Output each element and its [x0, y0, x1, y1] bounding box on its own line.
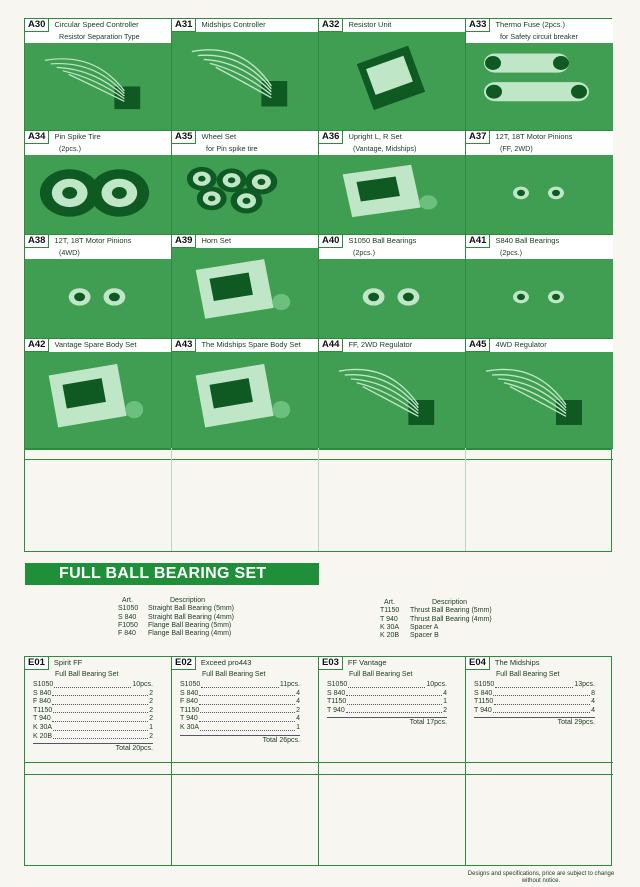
set-item-qty: 13pcs.	[574, 681, 595, 688]
product-code: A37	[466, 131, 490, 144]
product-subtitle: for Safety circuit breaker	[500, 32, 578, 41]
set-item-row	[33, 707, 153, 716]
set-item-row	[474, 690, 595, 699]
leader-dots	[199, 715, 295, 722]
set-item-qty: 4	[443, 689, 447, 697]
set-subtitle: Full Ball Bearing Set	[55, 671, 119, 678]
leader-dots	[495, 681, 573, 688]
section-title: FULL BALL BEARING SET	[25, 563, 319, 585]
leader-dots	[493, 707, 590, 714]
set-item-qty: 1	[443, 698, 447, 706]
set-item-art: K 30A	[33, 723, 53, 731]
leader-dots	[347, 698, 442, 705]
product-header	[466, 131, 613, 144]
set-item-row	[327, 690, 447, 699]
product-name: The Midships Spare Body Set	[201, 340, 301, 349]
product-code: A38	[25, 235, 49, 248]
bearing-set-box	[319, 657, 466, 865]
set-item-art: S 840	[474, 689, 493, 697]
product-name: 4WD Regulator	[495, 340, 547, 349]
product-cell	[172, 19, 319, 131]
product-subtitle: for Pin spike tire	[206, 144, 258, 153]
product-code: A43	[172, 339, 196, 352]
set-total: Total 17pcs.	[409, 719, 447, 727]
set-item-art: T1150	[180, 706, 200, 714]
set-item-qty: 2	[149, 706, 153, 714]
legend-art: F1050	[118, 621, 138, 629]
product-header	[172, 19, 318, 32]
upright-set-photo	[319, 155, 465, 234]
set-item-art: T1150	[327, 698, 347, 706]
set-item-row	[474, 707, 595, 716]
product-code: A41	[466, 235, 490, 248]
set-item-art: S1050	[180, 681, 201, 688]
bearing-set-box	[25, 657, 172, 865]
product-header	[319, 19, 465, 32]
product-code: A44	[319, 339, 343, 352]
set-item-qty: 4	[296, 689, 300, 697]
product-header	[466, 235, 613, 248]
product-subtitle: (2pcs.)	[353, 248, 375, 257]
leader-dots	[200, 707, 295, 714]
product-header	[319, 131, 465, 144]
product-header	[25, 339, 171, 352]
legend-art: T1150	[380, 607, 400, 615]
vantage-body-photo	[25, 352, 171, 448]
midships-controller-photo	[172, 32, 318, 130]
set-item-qty: 1	[296, 723, 300, 731]
set-item-qty: 2	[296, 706, 300, 714]
set-item-row	[180, 715, 300, 724]
set-item-art: S 840	[327, 689, 346, 697]
legend-art: K 20B	[380, 632, 400, 640]
legend-desc: Flange Ball Bearing (5mm)	[148, 621, 232, 629]
legend-desc: Straight Ball Bearing (4mm)	[148, 613, 234, 621]
leader-dots	[200, 724, 295, 731]
set-item-art: S1050	[33, 681, 54, 688]
legend-left	[118, 597, 234, 638]
set-item-art: S1050	[474, 681, 495, 688]
set-subtitle: Full Ball Bearing Set	[496, 671, 560, 678]
set-item-art: T1150	[33, 706, 53, 714]
set-total: Total 29pcs.	[557, 719, 595, 727]
product-cell	[319, 19, 466, 131]
midships-body-photo	[172, 352, 318, 448]
legend-desc: Thrust Ball Bearing (5mm)	[410, 607, 492, 615]
set-item-art: S 840	[180, 689, 199, 697]
row-divider	[172, 762, 318, 763]
set-item-art: T1150	[474, 698, 494, 706]
leader-dots	[53, 707, 148, 714]
legend-art: K 30A	[380, 623, 400, 631]
leader-dots	[53, 733, 148, 740]
leader-dots	[199, 690, 295, 697]
leader-dots	[493, 690, 590, 697]
set-item-row	[474, 698, 595, 707]
product-cell	[172, 235, 319, 339]
legend-desc: Spacer A	[410, 623, 439, 631]
set-item-art: F 840	[33, 698, 51, 706]
product-cell	[319, 339, 466, 449]
leader-dots	[54, 681, 131, 688]
set-item-row	[327, 681, 447, 690]
legend-art: S1050	[118, 605, 139, 613]
set-item-row	[327, 707, 447, 716]
set-item-qty: 2	[443, 706, 447, 714]
leader-dots	[346, 707, 442, 714]
leader-dots	[201, 681, 279, 688]
set-item-row	[33, 681, 153, 690]
product-code: A42	[25, 339, 49, 352]
horn-set-photo	[172, 248, 318, 338]
set-code: E03	[319, 657, 343, 670]
product-cell	[25, 19, 172, 131]
product-header	[319, 339, 465, 352]
set-item-qty: 2	[149, 698, 153, 706]
set-code: E04	[466, 657, 490, 670]
set-item-qty: 4	[296, 715, 300, 723]
product-code: A35	[172, 131, 196, 144]
row-divider	[319, 762, 465, 763]
motor-pinion-photo	[466, 155, 613, 234]
product-subtitle: (2pcs.)	[59, 144, 81, 153]
product-subtitle: (2pcs.)	[500, 248, 522, 257]
product-name: Pin Spike Tire	[54, 132, 101, 141]
set-item-list	[33, 681, 153, 754]
product-subtitle: (Vantage, Midships)	[353, 144, 417, 153]
leader-dots	[494, 698, 590, 705]
thermo-fuse-photo	[466, 43, 613, 130]
set-item-qty: 2	[149, 732, 153, 740]
set-total: Total 20pcs.	[115, 745, 153, 753]
set-item-art: T 940	[33, 715, 51, 723]
set-item-list	[474, 681, 595, 728]
product-cell	[319, 235, 466, 339]
set-item-qty: 4	[591, 698, 595, 706]
regulator-4wd-photo	[466, 352, 613, 448]
set-item-art: T 940	[474, 706, 492, 714]
set-item-qty: 10pcs.	[132, 681, 153, 688]
set-name: Spirit FF	[53, 658, 83, 667]
product-header	[466, 339, 613, 352]
legend-art-header: Art.	[122, 597, 133, 604]
set-code: E01	[25, 657, 49, 670]
product-cell	[319, 131, 466, 235]
product-name: Midships Controller	[201, 20, 266, 29]
legend-right	[380, 599, 492, 640]
row-divider	[25, 762, 171, 763]
set-item-art: F 840	[180, 698, 198, 706]
set-header	[172, 657, 318, 670]
set-header	[319, 657, 465, 670]
motor-pinion-4wd-photo	[25, 259, 171, 338]
product-name: 12T, 18T Motor Pinions	[495, 132, 573, 141]
leader-dots	[346, 690, 442, 697]
leader-dots	[199, 698, 295, 705]
set-item-art: K 20B	[33, 732, 53, 740]
set-header	[25, 657, 171, 670]
set-item-qty: 4	[296, 698, 300, 706]
set-item-art: S1050	[327, 681, 348, 688]
product-subtitle: (FF, 2WD)	[500, 144, 533, 153]
set-item-row	[33, 698, 153, 707]
product-code: A33	[466, 19, 490, 32]
set-item-qty: 4	[591, 706, 595, 714]
product-header	[25, 19, 171, 32]
product-name: Thermo Fuse (2pcs.)	[495, 20, 566, 29]
product-cell	[172, 339, 319, 449]
row-divider	[466, 762, 613, 763]
resistor-unit-photo	[319, 32, 465, 130]
leader-dots	[53, 724, 148, 731]
set-item-qty: 10pcs.	[426, 681, 447, 688]
set-header	[466, 657, 613, 670]
set-item-art: S 840	[33, 689, 52, 697]
bearing-sets	[24, 656, 612, 866]
product-code: A32	[319, 19, 343, 32]
product-header	[319, 235, 465, 248]
set-item-art: T 940	[327, 706, 345, 714]
product-subtitle: (4WD)	[59, 248, 80, 257]
row-divider	[319, 774, 465, 775]
product-name: Upright L, R Set	[348, 132, 402, 141]
product-name: S840 Ball Bearings	[495, 236, 560, 245]
legend-art: S 840	[118, 613, 137, 621]
legend-art-header: Art.	[384, 599, 395, 606]
leader-dots	[52, 698, 148, 705]
product-code: A30	[25, 19, 49, 32]
product-cell	[25, 339, 172, 449]
set-item-row	[33, 733, 153, 742]
set-item-row	[33, 715, 153, 724]
set-item-list	[180, 681, 300, 745]
set-item-row	[327, 698, 447, 707]
legend-desc-header: Description	[170, 597, 206, 604]
ball-bearing-small-photo	[466, 259, 613, 338]
product-code: A45	[466, 339, 490, 352]
row-divider	[25, 774, 171, 775]
product-cell	[25, 131, 172, 235]
product-code: A31	[172, 19, 196, 32]
product-cell	[466, 235, 613, 339]
product-name: Wheel Set	[201, 132, 237, 141]
set-item-qty: 8	[591, 689, 595, 697]
set-item-qty: 1	[149, 723, 153, 731]
leader-dots	[348, 681, 425, 688]
product-cell	[172, 131, 319, 235]
legend-art: F 840	[118, 630, 136, 638]
bearing-set-box	[466, 657, 613, 865]
set-item-row	[180, 698, 300, 707]
product-code: A40	[319, 235, 343, 248]
product-cell	[466, 339, 613, 449]
set-item-qty: 11pcs.	[279, 681, 300, 688]
row-divider	[466, 774, 613, 775]
product-name: FF, 2WD Regulator	[348, 340, 413, 349]
footnote: Designs and specifications, price are subject to change without notice.	[467, 871, 615, 884]
legend-desc: Thrust Ball Bearing (4mm)	[410, 615, 492, 623]
product-name: Resistor Unit	[348, 20, 392, 29]
set-item-row	[180, 724, 300, 733]
product-cell	[466, 19, 613, 131]
product-cell	[466, 131, 613, 235]
set-name: The Midships	[494, 658, 540, 667]
set-item-art: K 30A	[180, 723, 200, 731]
spike-tire-photo	[25, 155, 171, 234]
set-total: Total 26pcs.	[262, 736, 300, 744]
legend-desc: Flange Ball Bearing (4mm)	[148, 630, 232, 638]
set-item-qty: 2	[149, 715, 153, 723]
product-name: Vantage Spare Body Set	[54, 340, 137, 349]
product-code: A36	[319, 131, 343, 144]
set-name: FF Vantage	[347, 658, 387, 667]
product-header	[25, 131, 171, 144]
product-name: S1050 Ball Bearings	[348, 236, 417, 245]
set-item-list	[327, 681, 447, 728]
set-subtitle: Full Ball Bearing Set	[349, 671, 413, 678]
legend-desc: Straight Ball Bearing (5mm)	[148, 605, 234, 613]
product-name: Circular Speed Controller	[54, 20, 139, 29]
set-item-row	[474, 681, 595, 690]
set-subtitle: Full Ball Bearing Set	[202, 671, 266, 678]
legend-desc-header: Description	[432, 599, 468, 606]
set-item-art: T 940	[180, 715, 198, 723]
legend-desc: Spacer B	[410, 632, 439, 640]
set-item-row	[180, 690, 300, 699]
wheel-set-photo	[172, 155, 318, 234]
set-code: E02	[172, 657, 196, 670]
product-header	[172, 131, 318, 144]
product-header	[25, 235, 171, 248]
set-item-row	[180, 681, 300, 690]
leader-dots	[52, 690, 148, 697]
row-divider	[172, 774, 318, 775]
set-item-row	[180, 707, 300, 716]
product-name: Horn Set	[201, 236, 232, 245]
legend-art: T 940	[380, 615, 398, 623]
product-name: 12T, 18T Motor Pinions	[54, 236, 132, 245]
product-grid	[24, 18, 612, 450]
product-cell	[25, 235, 172, 339]
product-code: A34	[25, 131, 49, 144]
regulator-photo	[319, 352, 465, 448]
set-name: Exceed pro443	[200, 658, 252, 667]
product-subtitle: Resistor Separation Type	[59, 32, 140, 41]
product-header	[172, 235, 318, 248]
ball-bearing-photo	[319, 259, 465, 338]
set-item-row	[33, 690, 153, 699]
bearing-set-box	[172, 657, 319, 865]
set-item-row	[33, 724, 153, 733]
speed-controller-photo	[25, 43, 171, 130]
product-code: A39	[172, 235, 196, 248]
set-item-qty: 2	[149, 689, 153, 697]
leader-dots	[52, 715, 148, 722]
product-header	[172, 339, 318, 352]
product-header	[466, 19, 613, 32]
faded-lower-grid	[24, 448, 612, 552]
